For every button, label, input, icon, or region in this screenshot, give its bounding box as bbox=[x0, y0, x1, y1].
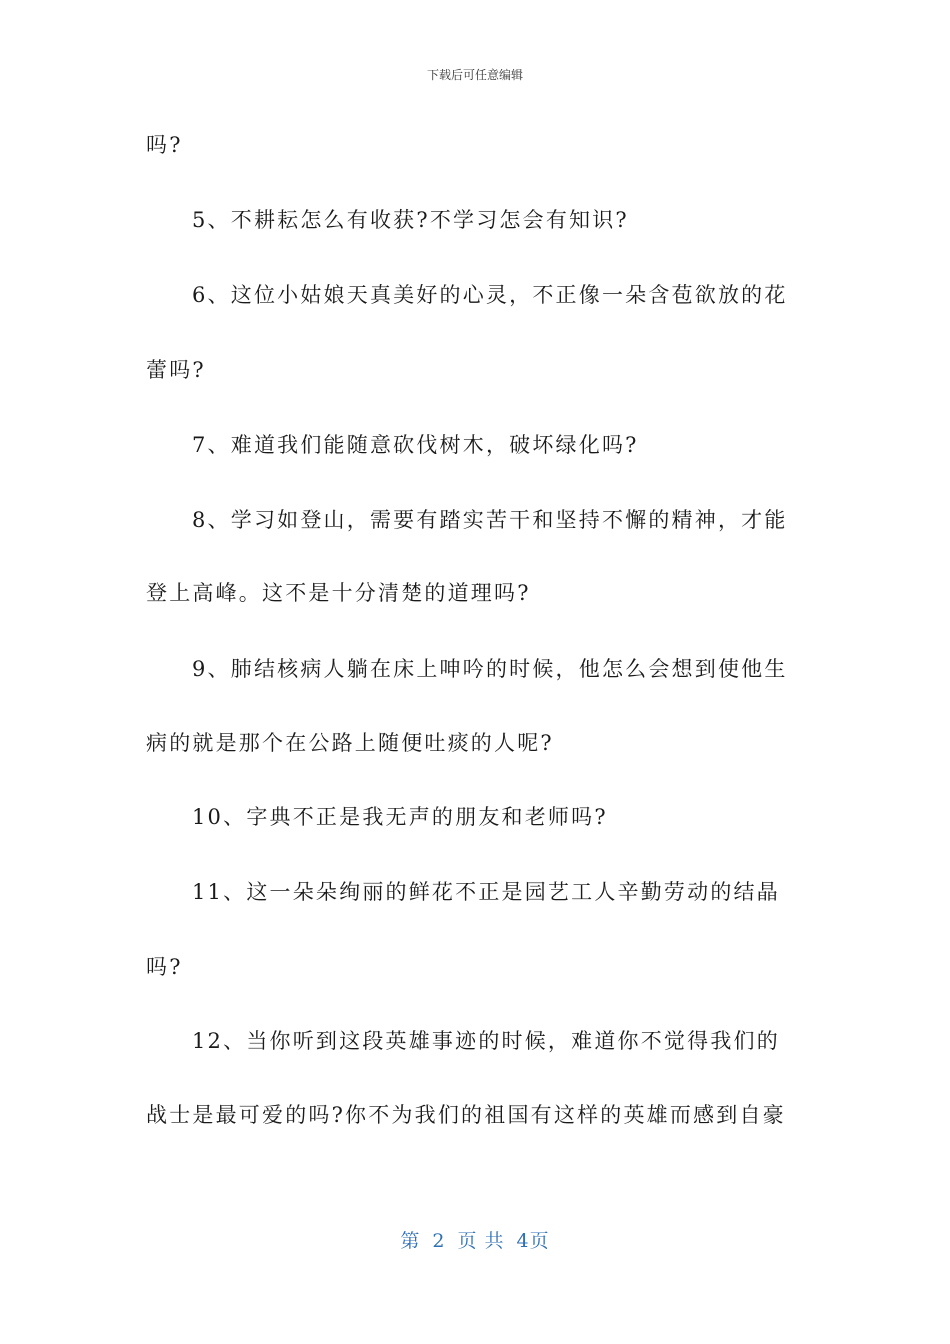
text-line: 蕾吗? bbox=[146, 358, 206, 382]
text-line: 登上高峰。这不是十分清楚的道理吗? bbox=[146, 581, 531, 605]
text-line: 9、肺结核病人躺在床上呻吟的时候，他怎么会想到使他生 bbox=[192, 657, 788, 681]
text-line: 病的就是那个在公路上随便吐痰的人呢? bbox=[146, 731, 554, 755]
total-pages: 4页 bbox=[516, 1230, 550, 1252]
page-footer bbox=[0, 1226, 950, 1253]
text-line: 10、字典不正是我无声的朋友和老师吗? bbox=[192, 805, 608, 829]
page-label-mid: 页 共 bbox=[457, 1230, 505, 1252]
text-line: 5、不耕耘怎么有收获?不学习怎会有知识? bbox=[192, 208, 629, 232]
text-line: 7、难道我们能随意砍伐树木，破坏绿化吗? bbox=[192, 433, 639, 457]
current-page-number: 2 bbox=[432, 1230, 446, 1252]
text-line: 11、这一朵朵绚丽的鲜花不正是园艺工人辛勤劳动的结晶 bbox=[192, 880, 780, 904]
text-line: 战士是最可爱的吗?你不为我们的祖国有这样的英雄而感到自豪 bbox=[146, 1103, 786, 1127]
text-line: 12、当你听到这段英雄事迹的时候，难道你不觉得我们的 bbox=[192, 1029, 780, 1053]
text-line: 8、学习如登山，需要有踏实苦干和坚持不懈的精神，才能 bbox=[192, 508, 788, 532]
text-line: 6、这位小姑娘天真美好的心灵，不正像一朵含苞欲放的花 bbox=[192, 283, 788, 307]
text-line: 吗? bbox=[146, 955, 183, 979]
text-line: 吗? bbox=[146, 133, 183, 157]
page-label-prefix: 第 bbox=[400, 1230, 421, 1252]
page-header: 下载后可任意编辑 bbox=[426, 68, 523, 82]
